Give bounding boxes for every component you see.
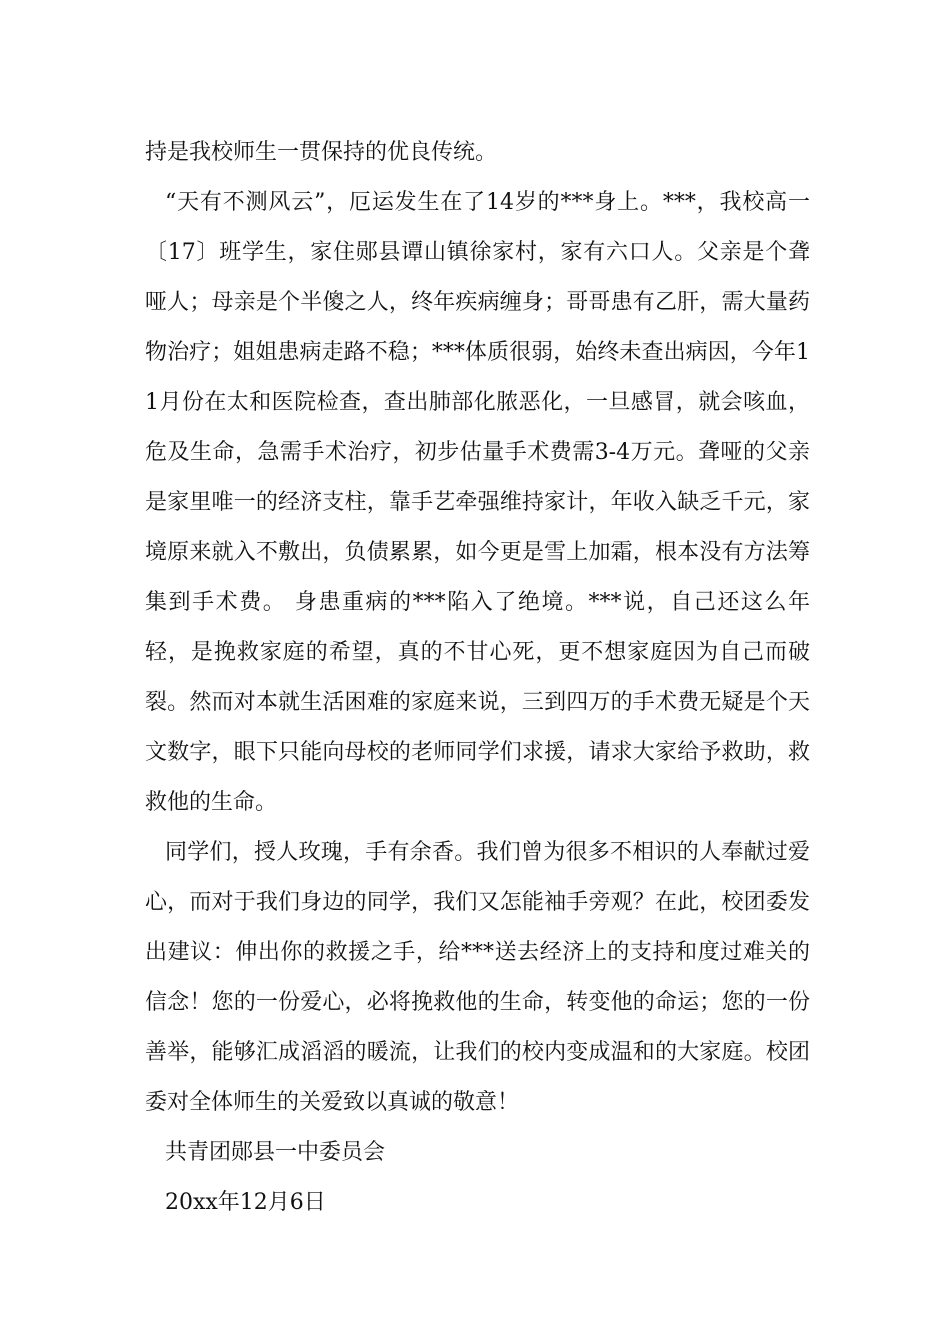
paragraph-appeal-story: “天有不测风云”，厄运发生在了14岁的***身上。***，我校高一〔17〕班学生，家住郧县谭山镇徐家村，家有六口人。父亲是个聋哑人；母亲是个半傻之人，终年疾病缠身；哥哥患有乙肝，需大量药物治疗；姐姐患病走路不稳；***体质很弱，始终未查出病因，今年11月份在太和医院检查，查出肺部化脓恶化，一旦感冒，就会咳血，危及生命，急需手术治疗，初步估量手术费需3-4万元。聋哑的父亲是家里唯一的经济支柱，靠手艺牵强维持家计，年收入缺乏千元，家境原来就入不敷出，负债累累，如今更是雪上加霜，根本没有方法筹集到手术费。 身患重病的***陷入了绝境。***说，自己还这么年轻，是挽救家庭的希望，真的不甘心死，更不想家庭因为自己而破裂。然而对本就生活困难的家庭来说，三到四万的手术费无疑是个天文数字，眼下只能向母校的老师同学们求援，请求大家给予救助，救救他的生命。: [145, 190, 810, 815]
signature-organization: 共青团郧县一中委员会: [165, 1140, 386, 1165]
paragraph-continuation: 持是我校师生一贯保持的优良传统。: [145, 140, 498, 165]
paragraph-call-to-action: 同学们，授人玫瑰，手有余香。我们曾为很多不相识的人奉献过爱心，而对于我们身边的同学，我们又怎能袖手旁观？在此，校团委发出建议：伸出你的救援之手，给***送去经济上的支持和度过难关的信念！您的一份爱心，必将挽救他的生命，转变他的命运；您的一份善举，能够汇成滔滔的暖流，让我们的校内变成温和的大家庭。校团委对全体师生的关爱致以真诚的敬意！: [145, 840, 810, 1115]
document-body: [145, 128, 810, 1228]
signature-date: 20xx年12月6日: [165, 1190, 326, 1215]
